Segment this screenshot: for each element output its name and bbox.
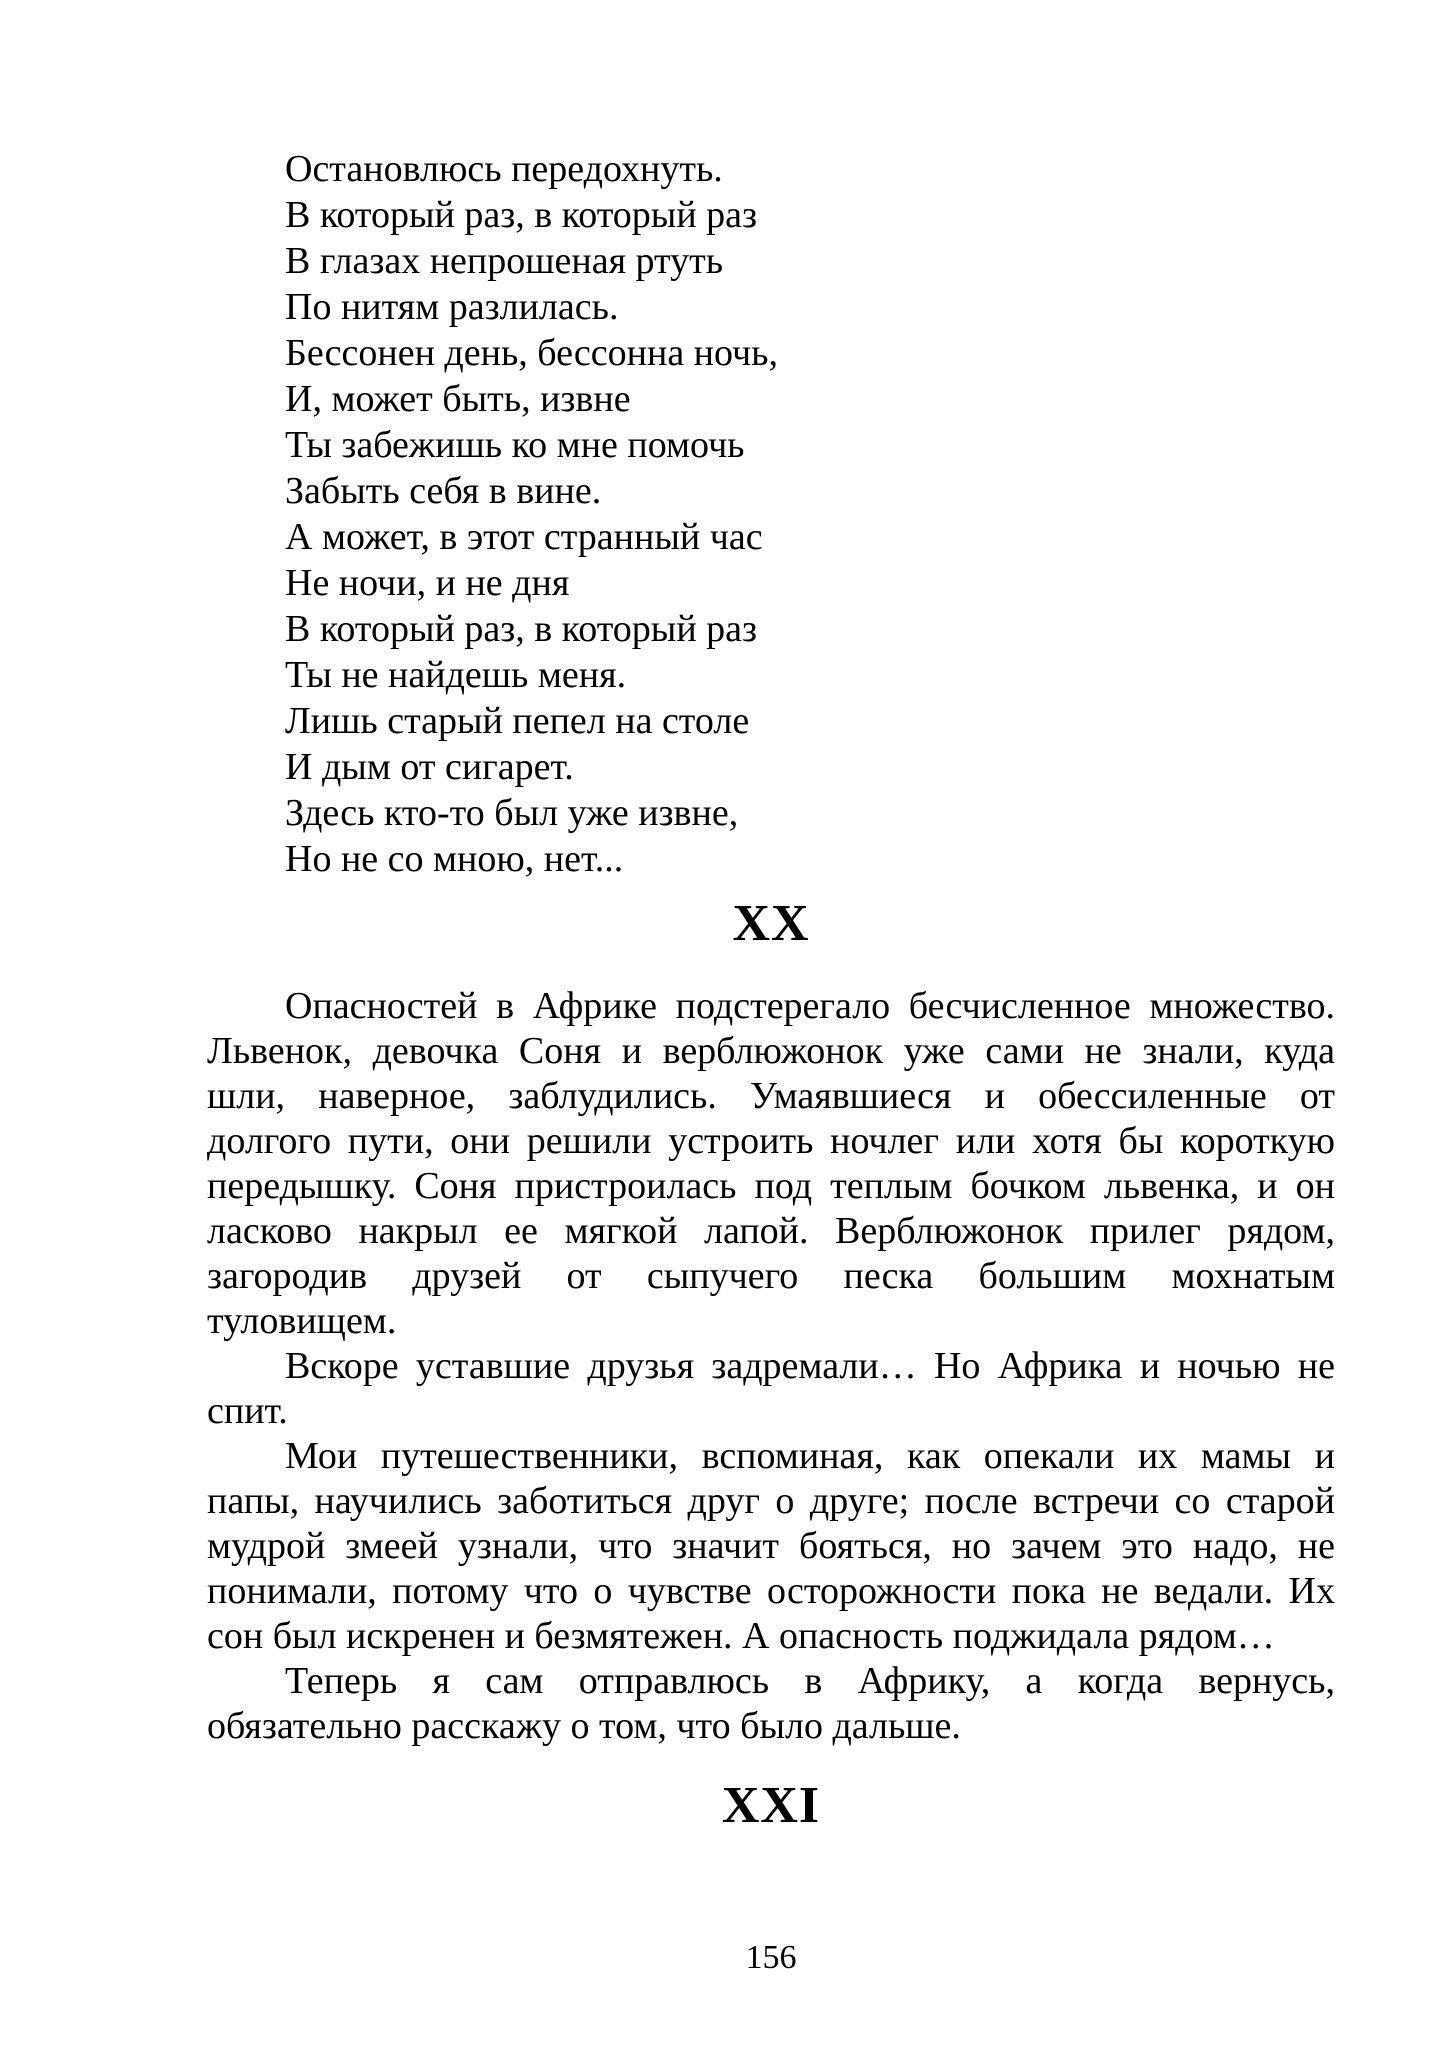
poem-block: [285, 146, 778, 882]
poem-line: В который раз, в который раз: [285, 608, 758, 650]
body-line: шли, наверное, заблудились. Умаявшиеся и обессиленные от: [207, 1075, 1335, 1117]
body-line: папы, научились заботиться друг о друге; после встречи со старой: [207, 1480, 1335, 1522]
poem-line: По нитям разлилась.: [285, 286, 619, 328]
poem-line: Забыть себя в вине.: [285, 470, 602, 512]
poem-line: Здесь кто-то был уже извне,: [285, 792, 739, 834]
poem-line: Лишь старый пепел на столе: [285, 700, 750, 742]
poem-line: В глазах непрошеная ртуть: [285, 240, 724, 282]
poem-line: В который раз, в который раз: [285, 194, 758, 236]
poem-line: Ты не найдешь меня.: [285, 654, 627, 696]
page-number: 156: [745, 1939, 797, 1976]
poem-line: И дым от сигарет.: [285, 746, 574, 788]
body-line: Вскоре уставшие друзья задремали… Но Африка и ночью не: [285, 1345, 1335, 1387]
poem-line: А может, в этот странный час: [285, 516, 763, 558]
section-heading-xxi: XXI: [721, 1777, 821, 1834]
poem-line: Но не со мною, нет...: [285, 838, 624, 880]
poem-line: И, может быть, извне: [285, 378, 631, 420]
body-line: сон был искренен и безмятежен. А опасность поджидала рядом…: [207, 1615, 1275, 1657]
body-line: мудрой змеей узнали, что значит бояться, но зачем это надо, не: [207, 1525, 1335, 1567]
body-line: Мои путешественники, вспоминая, как опекали их мамы и: [285, 1435, 1335, 1477]
body-line: Львенок, девочка Соня и верблюжонок уже сами не знали, куда: [207, 1030, 1335, 1072]
body-line: Опасностей в Африке подстерегало бесчисленное множество.: [285, 985, 1335, 1027]
poem-line: Ты забежишь ко мне помочь: [285, 424, 745, 466]
section-heading-xx: XX: [732, 895, 810, 952]
body-line: туловищем.: [207, 1300, 397, 1342]
section-xx-body: [207, 984, 1335, 1749]
body-line: спит.: [207, 1390, 288, 1432]
poem-line: Остановлюсь передохнуть.: [285, 148, 723, 190]
body-line: передышку. Соня пристроилась под теплым бочком львенка, и он: [207, 1165, 1335, 1207]
body-line: загородив друзей от сыпучего песка большим мохнатым: [207, 1255, 1335, 1297]
body-line: понимали, потому что о чувстве осторожности пока не ведали. Их: [207, 1570, 1335, 1612]
body-line: ласково накрыл ее мягкой лапой. Верблюжонок прилег рядом,: [207, 1210, 1335, 1252]
body-line: долгого пути, они решили устроить ночлег или хотя бы короткую: [207, 1120, 1335, 1162]
poem-line: Не ночи, и не дня: [285, 562, 570, 604]
poem-line: Бессонен день, бессонна ночь,: [285, 332, 778, 374]
body-line: обязательно расскажу о том, что было дальше.: [207, 1705, 961, 1747]
body-line: Теперь я сам отправлюсь в Африку, а когда вернусь,: [285, 1660, 1335, 1702]
